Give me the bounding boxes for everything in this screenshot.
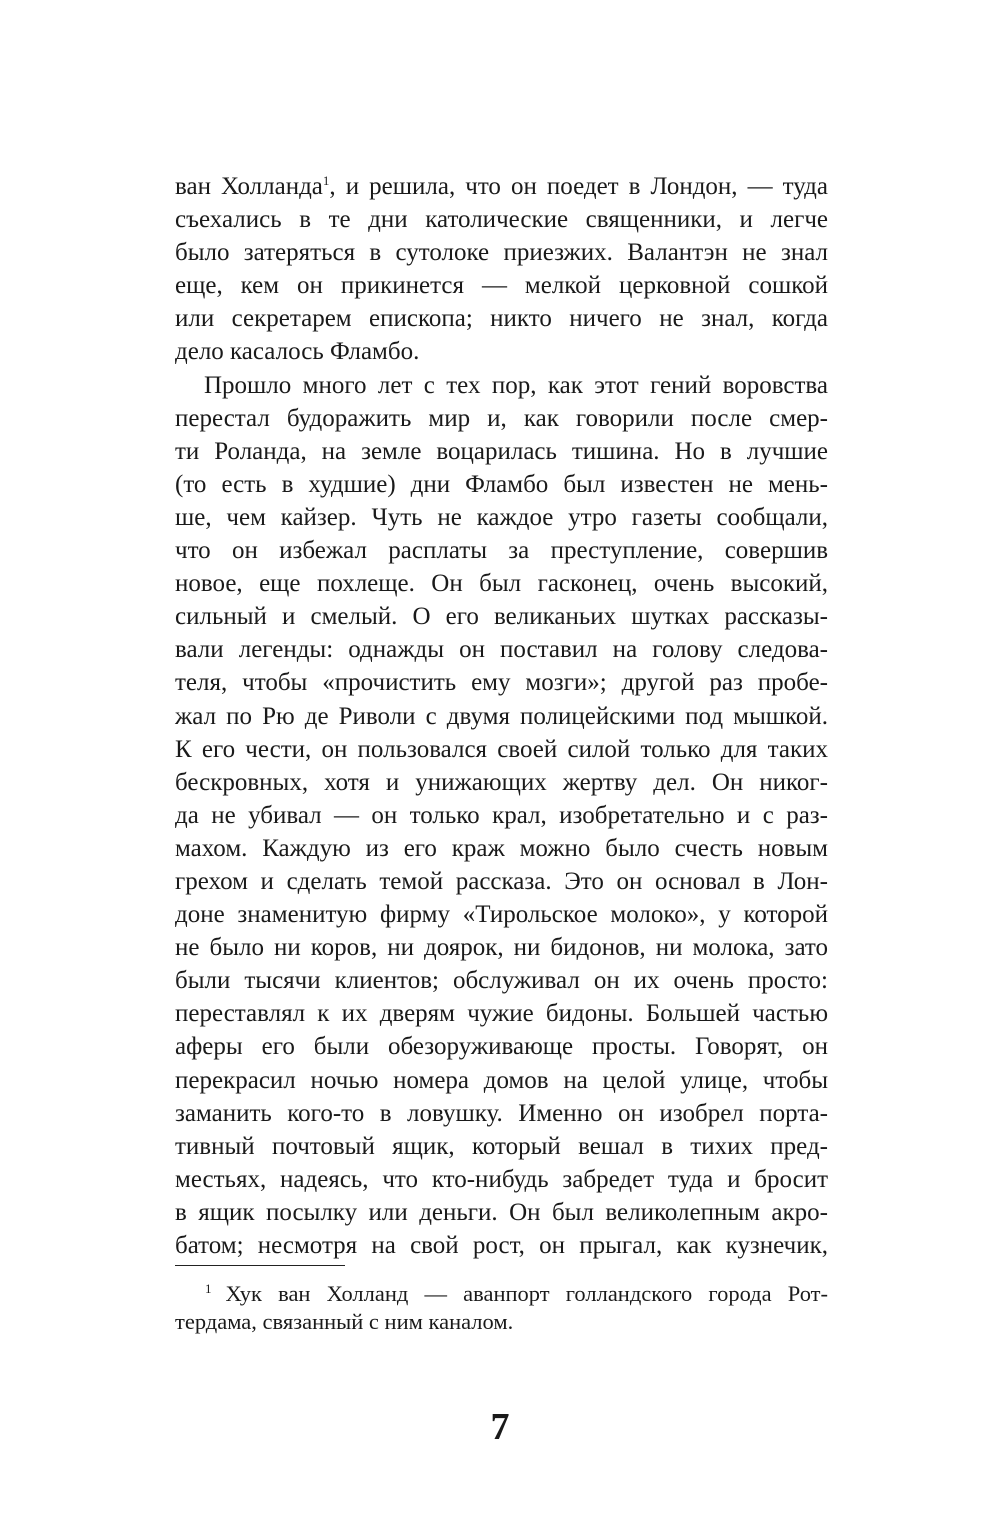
text-line: батом; несмотря на свой рост, он прыгал, как кузнечик, bbox=[175, 1232, 828, 1259]
footnote-line: тердама, связанный с ним каналом. bbox=[175, 1309, 514, 1335]
footnote bbox=[175, 1272, 828, 1338]
text-line: съехались в те дни католические священники, и легче bbox=[175, 206, 828, 234]
text-line: сильный и смелый. О его великаньих шутках рассказы- bbox=[175, 603, 828, 631]
text-line: ти Роланда, на земле воцарилась тишина. Но в лучшие bbox=[175, 437, 828, 465]
text-fragment: , и решила, что он поедет в Лондон, — туда bbox=[329, 173, 829, 200]
text-fragment: ван Холланда bbox=[175, 173, 323, 200]
text-line: было затеряться в сутолоке приезжих. Валантэн не знал bbox=[175, 239, 828, 267]
text-line: грехом и сделать темой рассказа. Это он основал в Лон- bbox=[175, 867, 828, 895]
text-line: местьях, надеясь, что кто-нибудь забредет туда и бросит bbox=[175, 1165, 828, 1193]
text-line: в ящик посылку или деньги. Он был великолепным акро- bbox=[175, 1198, 828, 1226]
footnote-reference[interactable]: 1 bbox=[322, 173, 330, 188]
text-line: еще, кем он прикинется — мелкой церковной сошкой bbox=[175, 272, 828, 300]
text-line: заманить кого-то в ловушку. Именно он изобрел порта- bbox=[175, 1099, 828, 1127]
text-line: не было ни коров, ни доярок, ни бидонов, ни молока, зато bbox=[175, 934, 828, 962]
text-line: тивный почтовый ящик, который вешал в тихих пред- bbox=[175, 1132, 828, 1160]
text-line: Прошло много лет с тех пор, как этот гений воровства bbox=[204, 371, 828, 399]
text-line: К его чести, он пользовался своей силой только для таких bbox=[175, 735, 828, 763]
text-line bbox=[175, 170, 828, 203]
footnote-line bbox=[175, 1272, 828, 1305]
footnote-divider bbox=[175, 1265, 345, 1266]
text-line: перекрасил ночью номера домов на целой улице, чтобы bbox=[175, 1066, 828, 1094]
text-line: дело касалось Фламбо. bbox=[175, 338, 420, 366]
text-line: что он избежал расплаты за преступление, совершив bbox=[175, 537, 828, 565]
page-number: 7 bbox=[490, 1406, 510, 1448]
text-line: да не убивал — он только крал, изобретательно и с раз- bbox=[175, 801, 828, 829]
footnote-text: Хук ван Холланд — аванпорт голландского города Рот- bbox=[225, 1281, 828, 1306]
text-line: вали легенды: однажды он поставил на голову следова- bbox=[175, 636, 828, 664]
text-line: теля, чтобы «прочистить ему мозги»; другой раз пробе- bbox=[175, 669, 828, 697]
text-line: переставлял к их дверям чужие бидоны. Большей частью bbox=[175, 1000, 828, 1028]
footnote-mark: 1 bbox=[205, 1281, 212, 1296]
text-line: аферы его были обезоруживающе просты. Говорят, он bbox=[175, 1033, 828, 1061]
text-line: ше, чем кайзер. Чуть не каждое утро газеты сообщали, bbox=[175, 503, 828, 531]
text-line: новое, еще похлеще. Он был гасконец, очень высокий, bbox=[175, 570, 828, 598]
text-line: махом. Каждую из его краж можно было счесть новым bbox=[175, 834, 828, 862]
text-line: жал по Рю де Риволи с двумя полицейскими под мышкой. bbox=[175, 702, 828, 730]
text-line: (то есть в худшие) дни Фламбо был известен не мень- bbox=[175, 470, 828, 498]
text-line: доне знаменитую фирму «Тирольское молоко», у которой bbox=[175, 901, 828, 929]
body-text bbox=[175, 170, 828, 1262]
text-line: перестал будоражить мир и, как говорили после смер- bbox=[175, 404, 828, 432]
text-line: были тысячи клиентов; обслуживал он их очень просто: bbox=[175, 967, 828, 995]
text-line: или секретарем епископа; никто ничего не знал, когда bbox=[175, 305, 828, 333]
text-line: бескровных, хотя и унижающих жертву дел. Он никог- bbox=[175, 768, 828, 796]
